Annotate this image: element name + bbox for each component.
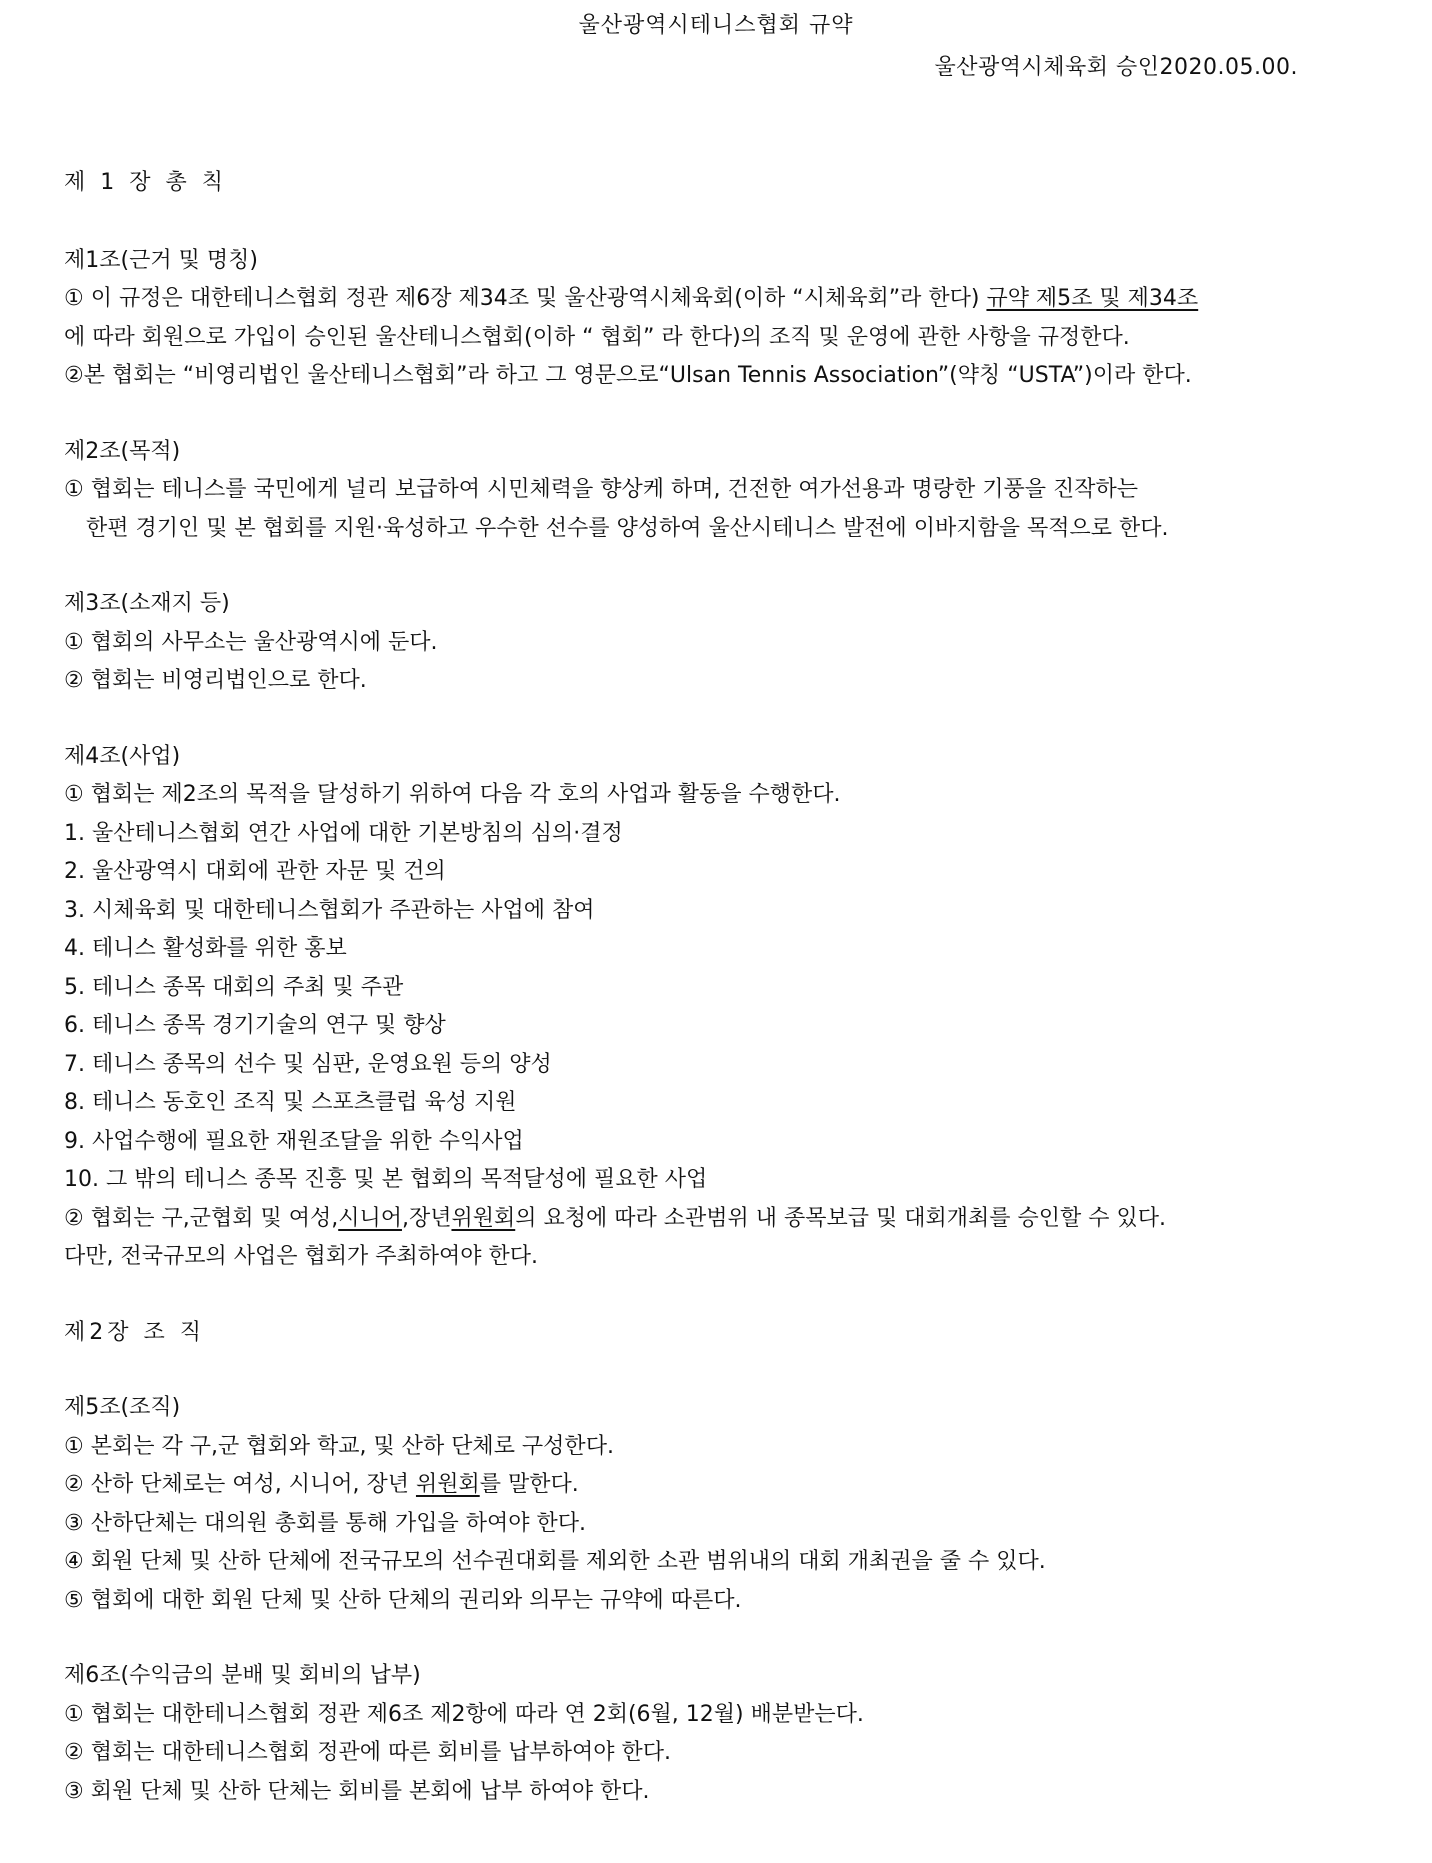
- list-item: 2. 울산광역시 대회에 관한 자문 및 건의: [64, 859, 446, 884]
- chapter-2-heading: 제2장 조 직: [64, 1319, 205, 1345]
- article-4-p2-text-c: 의 요청에 따라 소관범위 내 종목보급 및 대회개최를 승인할 수 있다.: [515, 1205, 1166, 1231]
- list-item: 3. 시체육회 및 대한테니스협회가 주관하는 사업에 참여: [64, 897, 595, 923]
- list-item: 7. 테니스 종목의 선수 및 심판, 운영요원 등의 양성: [64, 1051, 552, 1077]
- article-1-paragraph-1: [64, 280, 1394, 319]
- article-6-heading: 제6조(수익금의 분배 및 회비의 납부): [64, 1663, 421, 1688]
- article-4-paragraph-2: [64, 1200, 1394, 1239]
- article-4-p2-underlined-2: 위원회: [451, 1205, 516, 1231]
- article-5-p2-text-a: ② 산하 단체로는 여성, 시니어, 장년: [64, 1472, 416, 1497]
- article-2-heading: 제2조(목적): [64, 438, 181, 464]
- article-5-p2-text-b: 를 말한다.: [479, 1472, 579, 1497]
- article-6-paragraph-2: ② 협회는 대한테니스협회 정관에 따른 회비를 납부하여야 한다.: [64, 1740, 671, 1765]
- list-item: 4. 테니스 활성화를 위한 홍보: [64, 936, 347, 961]
- article-4-p2-text-a: ② 협회는 구,군협회 및 여성,: [64, 1205, 339, 1231]
- chapter-1-heading: 제 1 장 총 칙: [64, 170, 227, 195]
- article-1-paragraph-2: ②본 협회는 “비영리법인 울산테니스협회”라 하고 그 영문으로“Ulsan Tennis Association”(약칭 “USTA”)이라 한다.: [64, 363, 1192, 388]
- document-title: 울산광역시테니스협회 규약: [578, 13, 854, 38]
- article-6-paragraph-3: ③ 회원 단체 및 산하 단체는 회비를 본회에 납부 하여야 한다.: [64, 1778, 650, 1804]
- list-item: 10. 그 밖의 테니스 종목 진흥 및 본 협회의 목적달성에 필요한 사업: [64, 1167, 708, 1192]
- list-item: 1. 울산테니스협회 연간 사업에 대한 기본방침의 심의·결정: [64, 820, 623, 846]
- article-4-p2-text-b: ,장년: [401, 1205, 452, 1231]
- article-3-heading: 제3조(소재지 등): [64, 591, 230, 616]
- list-item: 5. 테니스 종목 대회의 주최 및 주관: [64, 974, 404, 1000]
- approval-note: 울산광역시체육회 승인2020.05.00.: [934, 55, 1298, 80]
- article-1-p1-text: ① 이 규정은 대한테니스협회 정관 제6장 제34조 및 울산광역시체육회(이하 “시체육회”라 한다): [64, 286, 987, 311]
- article-3-paragraph-1: ① 협회의 사무소는 울산광역시에 둔다.: [64, 629, 438, 655]
- article-4-heading: 제4조(사업): [64, 743, 181, 769]
- list-item: 8. 테니스 동호인 조직 및 스포츠클럽 육성 지원: [64, 1090, 517, 1115]
- article-4-paragraph-1: ① 협회는 제2조의 목적을 달성하기 위하여 다음 각 호의 사업과 활동을 수행한다.: [64, 782, 841, 807]
- list-item: 9. 사업수행에 필요한 재원조달을 위한 수익사업: [64, 1128, 524, 1154]
- article-4-p2-underlined-1: 시니어: [338, 1205, 402, 1231]
- article-5-paragraph-5: ⑤ 협회에 대한 회원 단체 및 산하 단체의 권리와 의무는 규약에 따른다.: [64, 1587, 742, 1613]
- document-body: [64, 164, 1394, 1811]
- article-5-heading: 제5조(조직): [64, 1395, 181, 1420]
- article-3-paragraph-2: ② 협회는 비영리법인으로 한다.: [64, 668, 367, 693]
- article-2-paragraph-1: ① 협회는 테니스를 국민에게 널리 보급하여 시민체력을 향상케 하며, 건전한 여가선용과 명랑한 기풍을 진작하는: [64, 477, 1138, 502]
- article-5-paragraph-1: ① 본회는 각 구,군 협회와 학교, 및 산하 단체로 구성한다.: [64, 1433, 614, 1459]
- article-2-paragraph-1-cont: 한편 경기인 및 본 협회를 지원·육성하고 우수한 선수를 양성하여 울산시테니스 발전에 이바지함을 목적으로 한다.: [86, 515, 1169, 541]
- article-5-p2-underlined: 위원회: [415, 1472, 480, 1497]
- article-6-paragraph-1: ① 협회는 대한테니스협회 정관 제6조 제2항에 따라 연 2회(6월, 12월) 배분받는다.: [64, 1701, 864, 1727]
- article-5-paragraph-2: [64, 1466, 1394, 1505]
- article-1-paragraph-1-cont: 에 따라 회원으로 가입이 승인된 울산테니스협회(이하 “ 협회” 라 한다)의 조직 및 운영에 관한 사항을 규정한다.: [64, 324, 1130, 350]
- article-1-heading: 제1조(근거 및 명칭): [64, 247, 258, 273]
- article-5-paragraph-3: ③ 산하단체는 대의원 총회를 통해 가입을 하여야 한다.: [64, 1510, 586, 1536]
- article-1-p1-underlined: 규약 제5조 및 제34조: [986, 286, 1199, 311]
- list-item: 6. 테니스 종목 경기기술의 연구 및 향상: [64, 1013, 446, 1038]
- article-5-paragraph-4: ④ 회원 단체 및 산하 단체에 전국규모의 선수권대회를 제외한 소관 범위내의 대회 개최권을 줄 수 있다.: [64, 1549, 1046, 1574]
- article-4-paragraph-2-cont: 다만, 전국규모의 사업은 협회가 주최하여야 한다.: [64, 1244, 538, 1269]
